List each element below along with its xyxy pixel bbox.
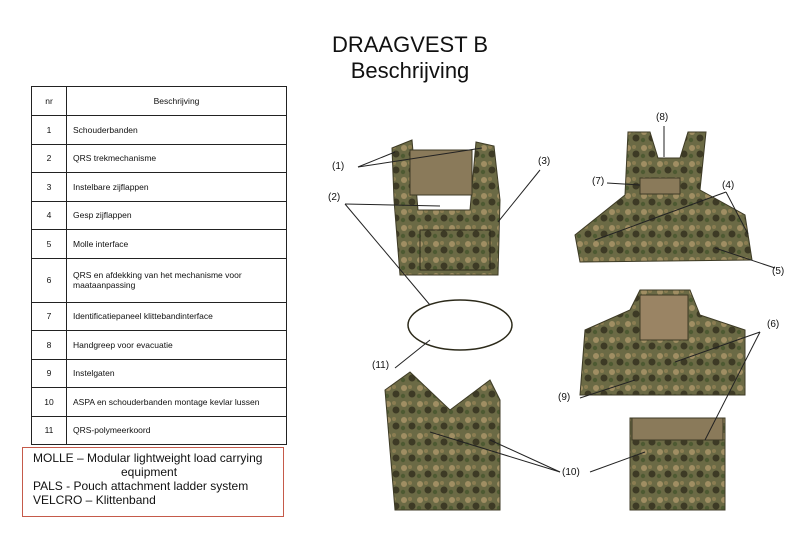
row-nr: 1 <box>32 116 67 145</box>
abbreviations-box <box>22 447 284 517</box>
callout-11: (11) <box>372 360 390 371</box>
row-nr: 10 <box>32 388 67 417</box>
row-desc: QRS-polymeerkoord <box>67 416 287 445</box>
callout-10: (10) <box>562 467 580 478</box>
abbr-velcro: VELCRO – Klittenband <box>33 493 156 507</box>
abbr-molle: MOLLE – Modular lightweight load carrying <box>33 451 263 465</box>
abbr-molle-cont: equipment <box>121 465 178 479</box>
row-nr: 6 <box>32 258 67 302</box>
parts-table <box>31 86 287 445</box>
row-desc: Schouderbanden <box>67 116 287 145</box>
row-nr: 3 <box>32 173 67 202</box>
pouch-photo <box>630 418 725 510</box>
table-row <box>32 258 287 302</box>
page-title <box>300 32 520 84</box>
row-nr: 11 <box>32 416 67 445</box>
table-row <box>32 144 287 173</box>
table-row <box>32 359 287 388</box>
callout-5: (5) <box>772 266 785 277</box>
row-nr: 5 <box>32 230 67 259</box>
table-header <box>32 87 287 116</box>
row-nr: 9 <box>32 359 67 388</box>
callout-7: (7) <box>592 176 605 187</box>
title-line-2: Beschrijving <box>350 58 470 83</box>
row-desc: Instelbare zijflappen <box>67 173 287 202</box>
qrs-cord-photo <box>408 300 512 350</box>
row-desc: ASPA en schouderbanden montage kevlar lussen <box>67 388 287 417</box>
row-nr: 2 <box>32 144 67 173</box>
row-desc: Instelgaten <box>67 359 287 388</box>
title-line-1: DRAAGVEST B <box>331 32 489 57</box>
abbr-pals: PALS - Pouch attachment ladder system <box>33 479 249 493</box>
header-nr: nr <box>32 87 67 116</box>
row-desc: Identificatiepaneel klittebandinterface <box>67 302 287 331</box>
table-row <box>32 416 287 445</box>
row-nr: 4 <box>32 201 67 230</box>
row-desc: QRS en afdekking van het mechanisme voor maataanpassing <box>67 258 287 302</box>
callout-8: (8) <box>656 112 669 123</box>
callout-3: (3) <box>538 156 551 167</box>
table-row <box>32 331 287 360</box>
table-row <box>32 230 287 259</box>
shoulder-harness-photo <box>385 372 500 510</box>
row-nr: 7 <box>32 302 67 331</box>
callout-9: (9) <box>558 392 571 403</box>
row-desc: Handgreep voor evacuatie <box>67 331 287 360</box>
callout-1: (1) <box>332 161 345 172</box>
vest-back-photo <box>580 290 745 395</box>
table-row <box>32 302 287 331</box>
table-row <box>32 173 287 202</box>
vest-front-photo <box>392 140 500 275</box>
row-nr: 8 <box>32 331 67 360</box>
table-row <box>32 116 287 145</box>
table-row <box>32 388 287 417</box>
row-desc: QRS trekmechanisme <box>67 144 287 173</box>
row-desc: Molle interface <box>67 230 287 259</box>
callout-2: (2) <box>328 192 341 203</box>
callout-4: (4) <box>722 180 735 191</box>
header-description: Beschrijving <box>67 87 287 116</box>
table-row <box>32 201 287 230</box>
row-desc: Gesp zijflappen <box>67 201 287 230</box>
callout-6: (6) <box>767 319 780 330</box>
